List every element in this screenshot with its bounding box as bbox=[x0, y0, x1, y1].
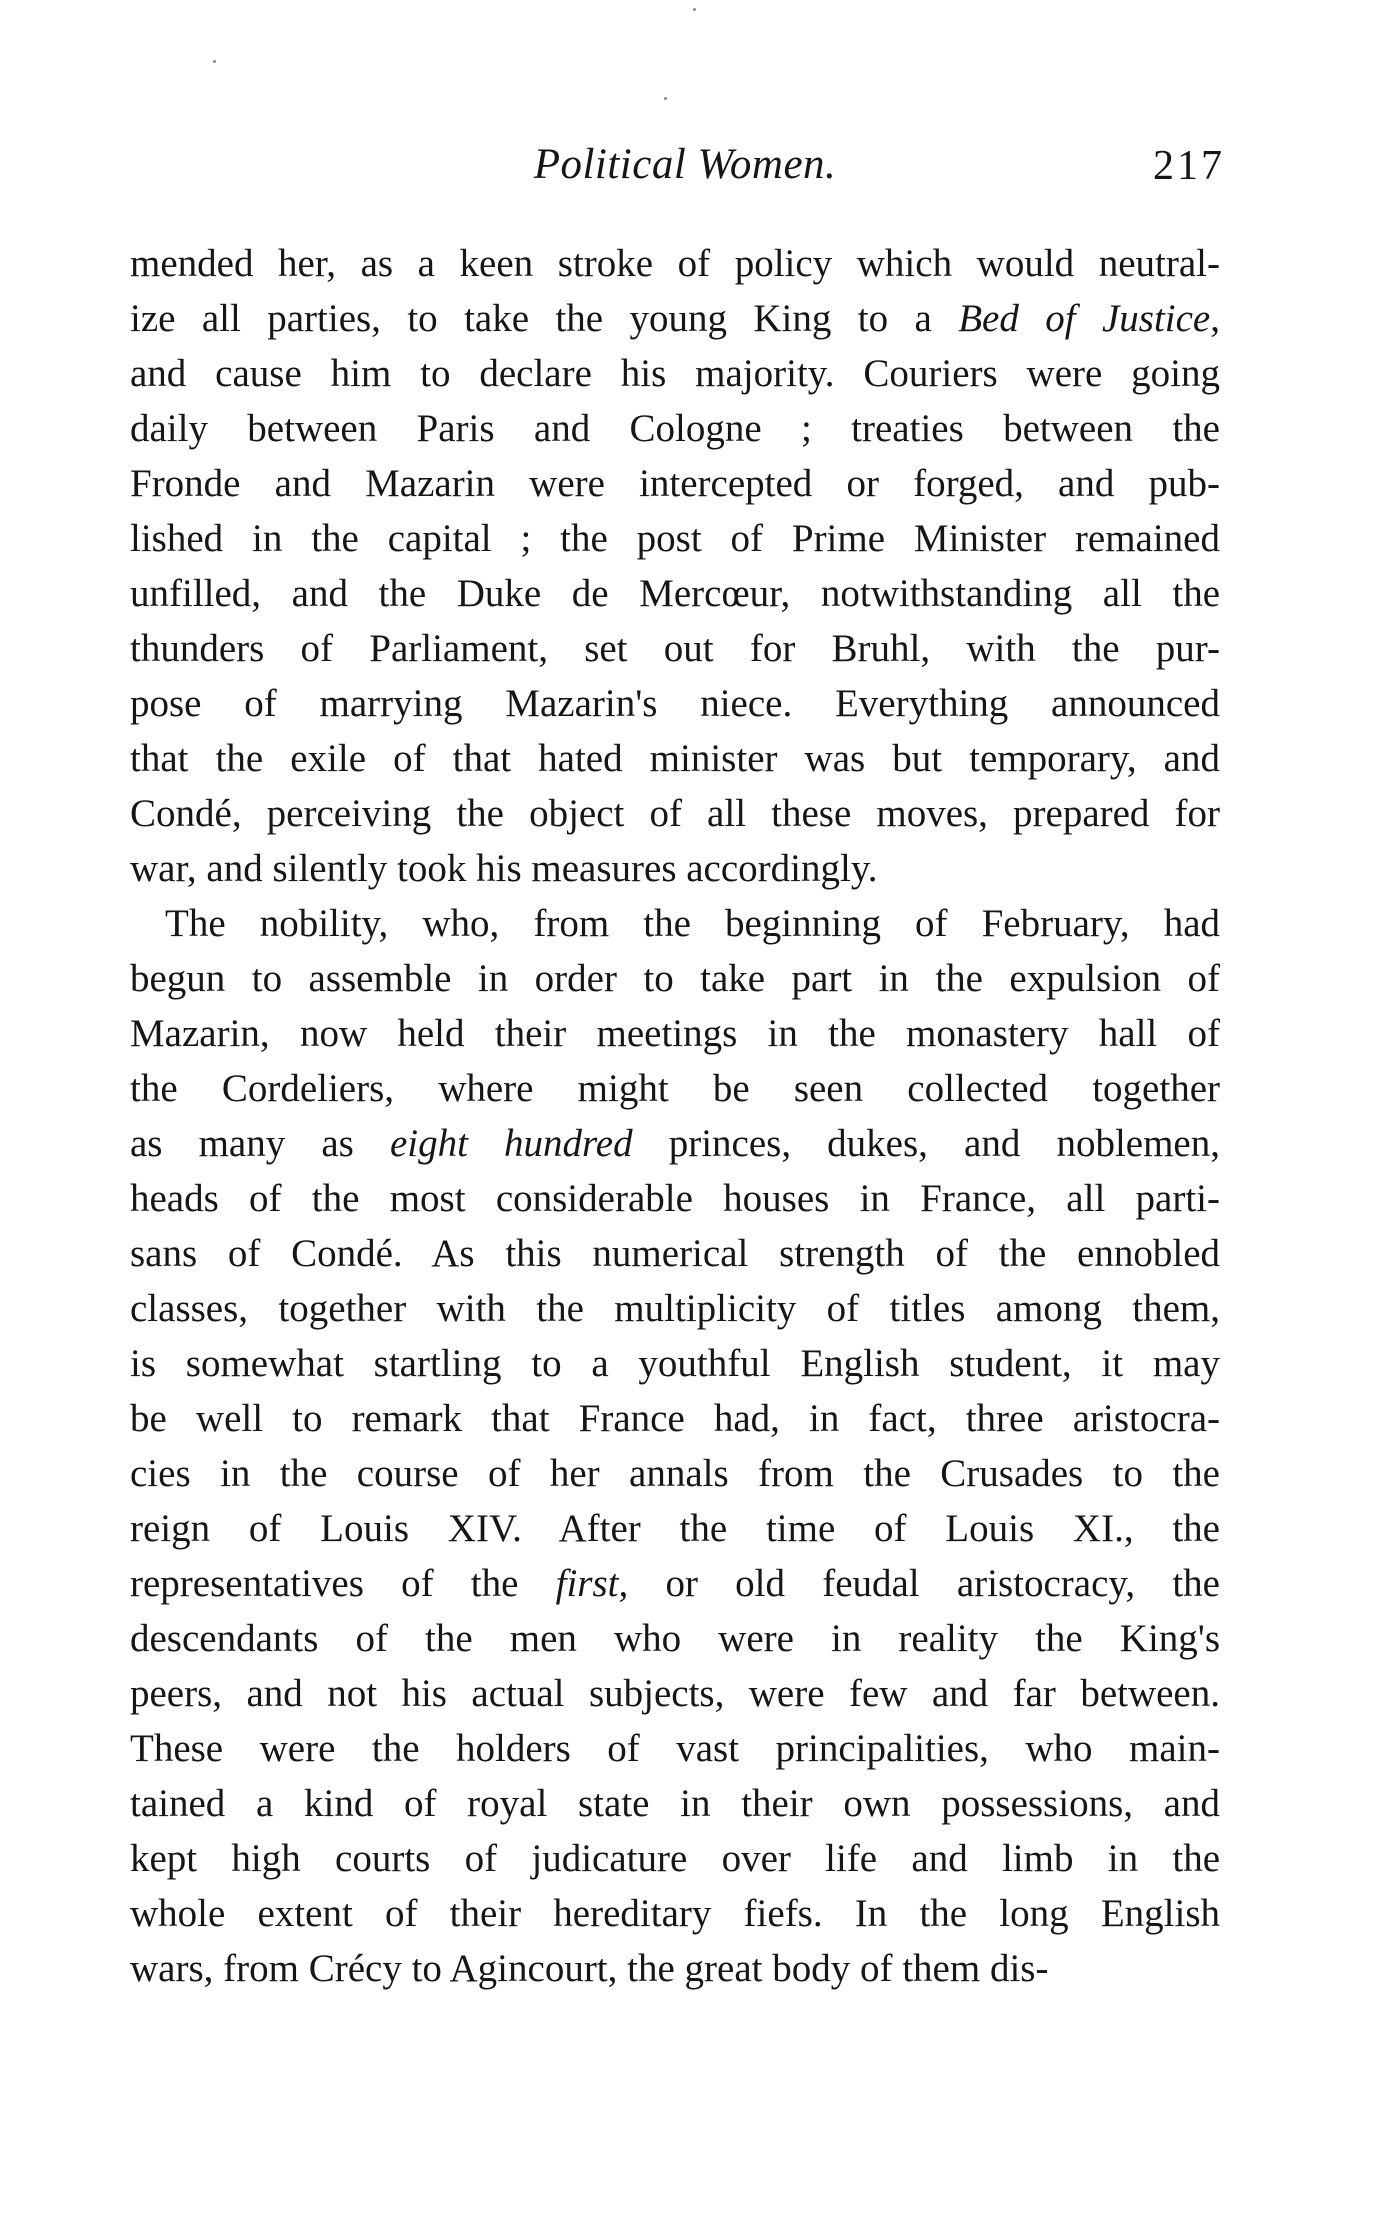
text-line bbox=[130, 1886, 1220, 1941]
line-text: These were the holders of vast principalities, who main- bbox=[130, 1727, 1220, 1770]
text-line bbox=[130, 401, 1220, 456]
text-line bbox=[130, 291, 1220, 346]
text-line bbox=[130, 1226, 1220, 1281]
italic-phrase: Bed of Justice bbox=[958, 297, 1211, 340]
text-line bbox=[130, 1171, 1220, 1226]
text-line bbox=[130, 951, 1220, 1006]
page-number: 217 bbox=[1153, 143, 1225, 189]
page-header bbox=[130, 140, 1240, 200]
line-text: tained a kind of royal state in their own possessions, and bbox=[130, 1782, 1220, 1825]
text-line bbox=[130, 566, 1220, 621]
line-text: daily between Paris and Cologne ; treaties between the bbox=[130, 407, 1220, 450]
line-text: be well to remark that France had, in fact, three aristocra- bbox=[130, 1397, 1220, 1440]
line-text-continued: or old feudal aristocracy, the bbox=[628, 1562, 1220, 1605]
line-text: whole extent of their hereditary fiefs. In the long English bbox=[130, 1892, 1220, 1935]
line-text: that the exile of that hated minister was but temporary, and bbox=[130, 737, 1220, 780]
line-text: Fronde and Mazarin were intercepted or forged, and pub- bbox=[130, 462, 1220, 505]
text-line bbox=[130, 621, 1220, 676]
text-line bbox=[130, 786, 1220, 841]
line-text: descendants of the men who were in reality the King's bbox=[130, 1617, 1220, 1660]
text-line bbox=[130, 456, 1220, 511]
text-line bbox=[130, 1336, 1220, 1391]
line-text: reign of Louis XIV. After the time of Louis XI., the bbox=[130, 1507, 1220, 1550]
text-line bbox=[130, 1061, 1220, 1116]
body-text bbox=[130, 236, 1220, 1996]
text-line bbox=[130, 236, 1220, 291]
paper-speck bbox=[664, 97, 667, 100]
text-line bbox=[130, 1941, 1220, 1996]
text-line bbox=[130, 1281, 1220, 1336]
line-text: is somewhat startling to a youthful English student, it may bbox=[130, 1342, 1220, 1385]
text-line bbox=[130, 1446, 1220, 1501]
text-line bbox=[130, 1556, 1220, 1611]
line-text: sans of Condé. As this numerical strength of the ennobled bbox=[130, 1232, 1220, 1275]
text-line bbox=[130, 841, 1220, 896]
line-text: cies in the course of her annals from the Crusades to the bbox=[130, 1452, 1220, 1495]
line-text: mended her, as a keen stroke of policy which would neutral- bbox=[130, 242, 1220, 285]
running-title: Political Women. bbox=[533, 141, 837, 188]
line-text: kept high courts of judicature over life and limb in the bbox=[130, 1837, 1220, 1880]
line-text: as many as bbox=[130, 1122, 390, 1165]
text-line bbox=[130, 346, 1220, 401]
line-text: begun to assemble in order to take part in the expulsion of bbox=[130, 957, 1220, 1000]
line-text-continued: princes, dukes, and noblemen, bbox=[632, 1122, 1220, 1165]
line-text: the Cordeliers, where might be seen collected together bbox=[130, 1067, 1220, 1110]
line-text: Mazarin, now held their meetings in the monastery hall of bbox=[130, 1012, 1220, 1055]
text-line bbox=[130, 1831, 1220, 1886]
text-line bbox=[130, 731, 1220, 786]
line-text: lished in the capital ; the post of Prime Minister remained bbox=[130, 517, 1220, 560]
line-text: thunders of Parliament, set out for Bruhl, with the pur- bbox=[130, 627, 1220, 670]
line-text: wars, from Crécy to Agincourt, the great body of them dis- bbox=[130, 1947, 1049, 1990]
text-line bbox=[130, 1666, 1220, 1721]
paper-speck bbox=[213, 60, 216, 63]
line-text-continued: , bbox=[1210, 297, 1220, 340]
line-text: classes, together with the multiplicity of titles among them, bbox=[130, 1287, 1220, 1330]
text-line bbox=[130, 1116, 1220, 1171]
line-text: The nobility, who, from the beginning of February, had bbox=[165, 902, 1220, 945]
line-text: war, and silently took his measures accordingly. bbox=[130, 847, 878, 890]
line-text: pose of marrying Mazarin's niece. Everything announced bbox=[130, 682, 1220, 725]
text-line bbox=[130, 511, 1220, 566]
text-line bbox=[130, 1721, 1220, 1776]
line-text: peers, and not his actual subjects, were few and far between. bbox=[130, 1672, 1220, 1715]
line-text: unfilled, and the Duke de Mercœur, notwithstanding all the bbox=[130, 572, 1220, 615]
line-text: Condé, perceiving the object of all these moves, prepared for bbox=[130, 792, 1220, 835]
text-line bbox=[130, 1391, 1220, 1446]
text-line bbox=[130, 896, 1220, 951]
line-text: ize all parties, to take the young King to a bbox=[130, 297, 959, 340]
paper-speck bbox=[693, 8, 696, 11]
text-line bbox=[130, 1776, 1220, 1831]
line-text: representatives of the bbox=[130, 1562, 556, 1605]
text-line bbox=[130, 1501, 1220, 1556]
italic-phrase: first, bbox=[555, 1562, 629, 1605]
text-line bbox=[130, 1611, 1220, 1666]
line-text: heads of the most considerable houses in France, all parti- bbox=[130, 1177, 1220, 1220]
line-text: and cause him to declare his majority. Couriers were going bbox=[130, 352, 1220, 395]
text-line bbox=[130, 1006, 1220, 1061]
text-line bbox=[130, 676, 1220, 731]
italic-phrase: eight hundred bbox=[389, 1122, 633, 1165]
